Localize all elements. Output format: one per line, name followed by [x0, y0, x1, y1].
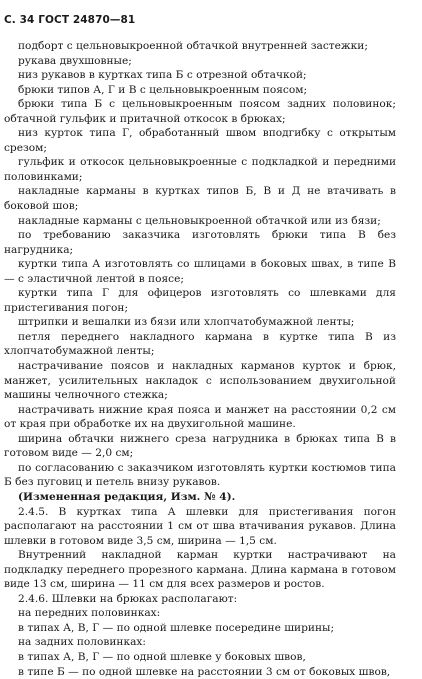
- document-paragraph: петля переднего накладного кармана в куртке типа В из хлопчатобумажной ленты;: [4, 330, 396, 358]
- document-paragraph: по требованию заказчика изготовлять брюки типа В без нагрудника;: [4, 229, 396, 256]
- document-paragraph: 2.4.5. В куртках типа А шлевки для пристегивания погон располагают на расстоянии 1 см от шва втачивания рукавов. Длина шлевки в готовом виде 3,5 см, ширина — 1,5 см.: [4, 505, 396, 547]
- document-paragraph: в типах А, В, Г — по одной шлевке у боковых швов,: [18, 650, 306, 663]
- document-paragraph: настрачивание поясов и накладных карманов курток и брюк, манжет, усилительных накладок с использованием двухигольной машины челночного стежка;: [4, 360, 396, 402]
- document-paragraph: штрипки и вешалки из бязи или хлопчатобумажной ленты;: [18, 316, 355, 329]
- document-paragraph: настрачивать нижние края пояса и манжет на расстоянии 0,2 см от края при обработке их на двухигольной машине.: [4, 403, 396, 431]
- document-paragraph: в типах А, В, Г — по одной шлевке посередине ширины;: [18, 621, 335, 634]
- document-paragraph: брюки типа Б с цельновыкроенным поясом задних половинок; обтачной гульфик и притачной откосок в брюках;: [4, 98, 396, 125]
- document-paragraph: на передних половинках:: [18, 607, 161, 620]
- document-paragraph: на задних половинках:: [18, 636, 146, 649]
- document-paragraph: брюки типов А, Г и В с цельновыкроенным поясом;: [18, 83, 308, 96]
- document-paragraph: рукава двухшовные;: [18, 54, 132, 67]
- document-body: [4, 39, 396, 679]
- document-paragraph: накладные карманы в куртках типов Б, В и Д не втачивать в боковой шов;: [4, 185, 396, 213]
- document-paragraph: низ рукавов в куртках типа Б с отрезной обтачкой;: [18, 69, 307, 82]
- document-paragraph: ширина обтачки нижнего среза нагрудника в брюках типа В в готовом виде — 2,0 см;: [4, 432, 396, 460]
- document-paragraph: по согласованию с заказчиком изготовлять куртки костюмов типа Б без пуговиц и петель внизу рукавов.: [4, 461, 396, 489]
- document-paragraph: в типе Б — по одной шлевке на расстоянии 3 см от боковых швов,: [18, 665, 391, 678]
- document-paragraph: 2.4.6. Шлевки на брюках располагают:: [18, 592, 238, 605]
- document-paragraph: накладные карманы с цельновыкроенной обтачкой или из бязи;: [18, 214, 381, 227]
- document-paragraph: Внутренний накладной карман куртки настрачивают на подкладку переднего прорезного кармана. Длина кармана в готовом виде 13 см, ширина — 11 см для всех размеров и ростов.: [4, 549, 396, 591]
- page-header: С. 34 ГОСТ 24870—81: [4, 14, 136, 26]
- document-paragraph: гульфик и откосок цельновыкроенные с подкладкой и передними половинками;: [4, 156, 396, 183]
- document-paragraph: подборт с цельновыкроенной обтачкой внутренней застежки;: [18, 40, 368, 52]
- document-paragraph: куртки типа Г для офицеров изготовлять со шлевками для пристегивания погон;: [4, 287, 396, 314]
- amendment-note: (Измененная редакция, Изм. № 4).: [18, 490, 236, 503]
- document-paragraph: низ курток типа Г, обработанный швом вподгибку с открытым срезом;: [4, 127, 396, 154]
- document-paragraph: куртки типа А изготовлять со шлицами в боковых швах, в типе В — с эластичной лентой в поясе;: [4, 258, 396, 285]
